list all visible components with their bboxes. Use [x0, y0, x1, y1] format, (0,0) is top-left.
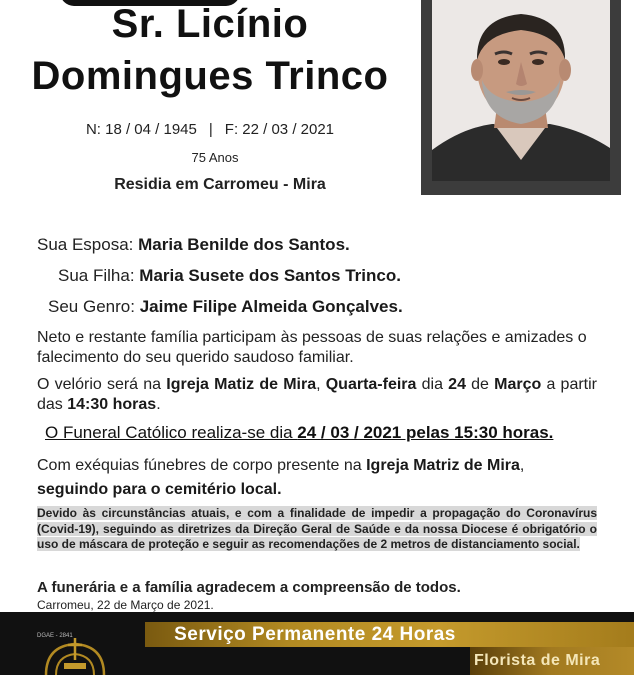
- relative-wife: [37, 235, 350, 255]
- relative-role: Sua Filha:: [58, 266, 135, 285]
- covid-notice: Devido às circunstâncias atuais, e com a finalidade de impedir a propagação do Coronavírus (Covid-19), seguindo as diretrizes da Direção Geral de Saúde e da nossa Diocese é obrigatório o uso de máscara de proteção e seguir as recomendações de 2 metros de distanciamento social.: [37, 506, 597, 551]
- birth-date: N: 18 / 04 / 1945: [85, 121, 197, 138]
- service-banner: Serviço Permanente 24 Horas: [174, 624, 456, 645]
- wake-info: O velório será na Igreja Matiz de Mira, Quarta-feira dia 24 de Março a partir das 14:30 horas.: [37, 376, 598, 413]
- relative-daughter: [58, 266, 401, 286]
- dateline: Carromeu, 22 de Março de 2021.: [37, 598, 214, 612]
- exequies-burial: seguindo para o cemitério local.: [37, 481, 282, 498]
- footer-banner: [0, 612, 634, 675]
- relative-name: Maria Susete dos Santos Trinco.: [139, 266, 401, 285]
- exequies-place: Igreja Matriz de Mira: [366, 457, 520, 474]
- relative-son-in-law: [48, 297, 403, 317]
- portrait-photo: [432, 0, 610, 181]
- wake-time: 14:30 horas: [67, 396, 157, 413]
- portrait-frame: [421, 0, 621, 195]
- relative-name: Maria Benilde dos Santos.: [138, 235, 350, 254]
- funeral-info: O Funeral Católico realiza-se dia 24 / 03 / 2021 pelas 15:30 horas.: [45, 423, 554, 442]
- funeral-home-logo: [38, 636, 113, 675]
- wake-weekday: Quarta-feira: [325, 376, 417, 393]
- relative-role: Sua Esposa:: [37, 235, 134, 254]
- residence: Residia em Carromeu - Mira: [114, 176, 326, 193]
- funeral-datetime: 24 / 03 / 2021 pelas 15:30 horas.: [297, 423, 554, 442]
- deceased-name-line2: Domingues Trinco: [31, 54, 389, 98]
- age: 75 Anos: [191, 150, 239, 165]
- deceased-name-line1: Sr. Licínio: [111, 2, 309, 46]
- portrait-illustration: [432, 0, 610, 181]
- family-announcement: Neto e restante família participam às pessoas de suas relações e amizades o falecimento do seu querido saudoso familiar.: [37, 329, 587, 366]
- exequies-info: Com exéquias fúnebres de corpo presente na Igreja Matriz de Mira, seguindo para o cemitério local.: [37, 457, 525, 498]
- wake-place: Igreja Matiz de Mira: [166, 376, 317, 393]
- date-separator: |: [208, 121, 213, 138]
- relative-name: Jaime Filipe Almeida Gonçalves.: [139, 297, 403, 316]
- thanks-message: A funerária e a família agradecem a compreensão de todos.: [37, 579, 461, 596]
- florist-name: Florista de Mira: [474, 652, 601, 669]
- wake-day: 24: [448, 376, 466, 393]
- life-dates: [0, 121, 420, 138]
- license-number: DGAE - 2841: [37, 633, 73, 639]
- wake-month: Março: [494, 376, 542, 393]
- relative-role: Seu Genro:: [48, 297, 135, 316]
- death-date: F: 22 / 03 / 2021: [224, 121, 335, 138]
